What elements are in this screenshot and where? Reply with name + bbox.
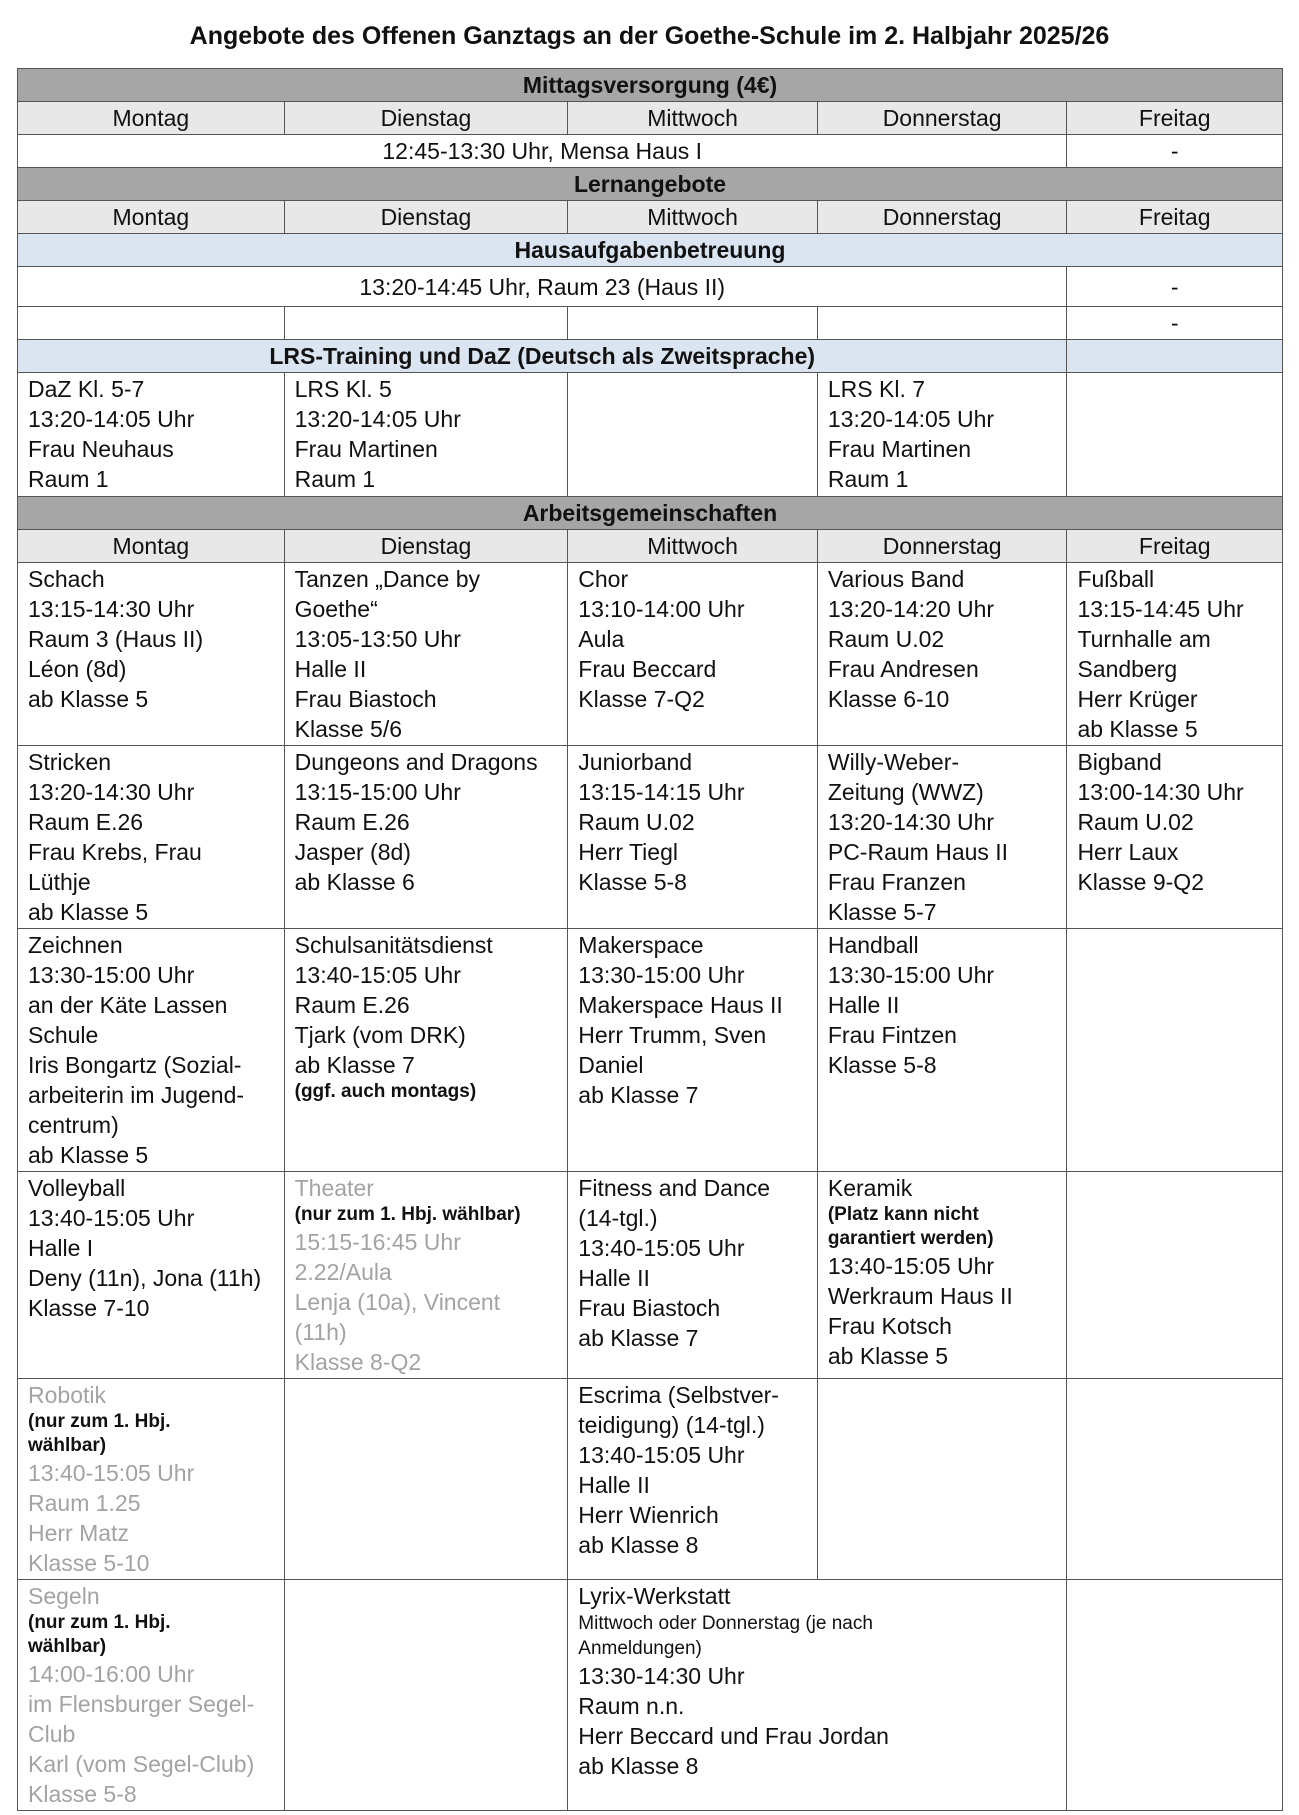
day-header-montag: Montag [18,530,285,563]
hausaufgaben-friday: - [1067,267,1283,307]
empty-cell [1067,1379,1283,1580]
schedule-table [17,68,1283,1811]
empty-cell [1067,1172,1283,1379]
hausaufgaben-row-empty [18,307,1283,340]
ag-cell-makerspace: Makerspace 13:30-15:00 Uhr Makerspace Haus II Herr Trumm, Sven Daniel ab Klasse 7 [568,929,818,1172]
day-header-row [18,201,1283,234]
ag-cell-dungeons: Dungeons and Dragons 13:15-15:00 Uhr Raum E.26 Jasper (8d) ab Klasse 6 [284,746,568,929]
section-row-lern [18,168,1283,201]
empty-cell [568,307,818,340]
ag-cell-lyrix: Lyrix-Werkstatt Mittwoch oder Donnerstag (je nach Anmeldungen) 13:30-14:30 Uhr Raum n.n. Herr Beccard und Frau Jordan ab Klasse 8 [568,1580,1067,1811]
lrs-cell-freitag [1067,373,1283,497]
day-header-row [18,102,1283,135]
section-heading-lern: Lernangebote [18,168,1283,201]
hausaufgaben-time: 13:20-14:45 Uhr, Raum 23 (Haus II) [18,267,1067,307]
section-heading-mittag: Mittagsversorgung (4€) [18,69,1283,102]
subsection-row-lrs [18,340,1283,373]
ag-row [18,929,1283,1172]
section-row-mittag [18,69,1283,102]
ag-cell-fitness-dance: Fitness and Dance (14-tgl.) 13:40-15:05 Uhr Halle II Frau Biastoch ab Klasse 7 [568,1172,818,1379]
ag-row [18,563,1283,746]
lrs-cell-montag: DaZ Kl. 5-7 13:20-14:05 Uhr Frau Neuhaus Raum 1 [18,373,285,497]
hausaufgaben-friday-2: - [1067,307,1283,340]
empty-cell [284,1580,568,1811]
subsection-heading-lrs: LRS-Training und DaZ (Deutsch als Zweitsprache) [18,340,1067,373]
subsection-heading-hausaufgaben: Hausaufgabenbetreuung [18,234,1283,267]
ag-cell-fussball: Fußball 13:15-14:45 Uhr Turnhalle am Sandberg Herr Krüger ab Klasse 5 [1067,563,1283,746]
empty-cell [284,307,568,340]
day-header-mittwoch: Mittwoch [568,530,818,563]
ag-cell-tanzen: Tanzen „Dance by Goethe“ 13:05-13:50 Uhr Halle II Frau Biastoch Klasse 5/6 [284,563,568,746]
ag-cell-wwz: Willy-Weber- Zeitung (WWZ) 13:20-14:30 Uhr PC-Raum Haus II Frau Franzen Klasse 5-7 [817,746,1067,929]
empty-cell [18,307,285,340]
ag-cell-theater: Theater (nur zum 1. Hbj. wählbar) 15:15-16:45 Uhr 2.22/Aula Lenja (10a), Vincent (11h) Klasse 8-Q2 [284,1172,568,1379]
day-header-row [18,530,1283,563]
ag-cell-bigband: Bigband 13:00-14:30 Uhr Raum U.02 Herr Laux Klasse 9-Q2 [1067,746,1283,929]
day-header-freitag: Freitag [1067,102,1283,135]
day-header-freitag: Freitag [1067,530,1283,563]
mittag-row [18,135,1283,168]
empty-cell [817,307,1067,340]
mittag-time: 12:45-13:30 Uhr, Mensa Haus I [18,135,1067,168]
empty-cell [1067,1580,1283,1811]
lrs-cell-dienstag: LRS Kl. 5 13:20-14:05 Uhr Frau Martinen Raum 1 [284,373,568,497]
ag-cell-stricken: Stricken 13:20-14:30 Uhr Raum E.26 Frau Krebs, Frau Lüthje ab Klasse 5 [18,746,285,929]
day-header-donnerstag: Donnerstag [817,530,1067,563]
hausaufgaben-row [18,267,1283,307]
ag-cell-escrima: Escrima (Selbstver- teidigung) (14-tgl.) 13:40-15:05 Uhr Halle II Herr Wienrich ab Klasse 8 [568,1379,818,1580]
ag-cell-zeichnen: Zeichnen 13:30-15:00 Uhr an der Käte Lassen Schule Iris Bongartz (Sozial- arbeiterin im Jugend- centrum) ab Klasse 5 [18,929,285,1172]
ag-cell-volleyball: Volleyball 13:40-15:05 Uhr Halle I Deny (11n), Jona (11h) Klasse 7-10 [18,1172,285,1379]
day-header-dienstag: Dienstag [284,102,568,135]
empty-cell [1067,340,1283,373]
lrs-row [18,373,1283,497]
mittag-friday: - [1067,135,1283,168]
ag-cell-handball: Handball 13:30-15:00 Uhr Halle II Frau Fintzen Klasse 5-8 [817,929,1067,1172]
day-header-donnerstag: Donnerstag [817,102,1067,135]
page-title: Angebote des Offenen Ganztags an der Goethe-Schule im 2. Halbjahr 2025/26 [189,22,1110,50]
ag-cell-schach: Schach 13:15-14:30 Uhr Raum 3 (Haus II) Léon (8d) ab Klasse 5 [18,563,285,746]
day-header-mittwoch: Mittwoch [568,201,818,234]
ag-cell-keramik: Keramik (Platz kann nicht garantiert werden) 13:40-15:05 Uhr Werkraum Haus II Frau Kotsch ab Klasse 5 [817,1172,1067,1379]
ag-cell-segeln: Segeln (nur zum 1. Hbj. wählbar) 14:00-16:00 Uhr im Flensburger Segel- Club Karl (vom Segel-Club) Klasse 5-8 [18,1580,285,1811]
day-header-montag: Montag [18,102,285,135]
ag-row [18,1580,1283,1811]
ag-cell-robotik: Robotik (nur zum 1. Hbj. wählbar) 13:40-15:05 Uhr Raum 1.25 Herr Matz Klasse 5-10 [18,1379,285,1580]
empty-cell [284,1379,568,1580]
day-header-montag: Montag [18,201,285,234]
empty-cell [817,1379,1067,1580]
ag-row [18,746,1283,929]
ag-row [18,1172,1283,1379]
lrs-cell-mittwoch [568,373,818,497]
day-header-dienstag: Dienstag [284,201,568,234]
ag-row [18,1379,1283,1580]
section-heading-ag: Arbeitsgemeinschaften [18,497,1283,530]
day-header-freitag: Freitag [1067,201,1283,234]
lrs-cell-donnerstag: LRS Kl. 7 13:20-14:05 Uhr Frau Martinen Raum 1 [817,373,1067,497]
empty-cell [1067,929,1283,1172]
ag-cell-various-band: Various Band 13:20-14:20 Uhr Raum U.02 Frau Andresen Klasse 6-10 [817,563,1067,746]
ag-cell-schulsanitaetsdienst: Schulsanitätsdienst 13:40-15:05 Uhr Raum E.26 Tjark (vom DRK) ab Klasse 7 (ggf. auch montags) [284,929,568,1172]
day-header-donnerstag: Donnerstag [817,201,1067,234]
ag-cell-juniorband: Juniorband 13:15-14:15 Uhr Raum U.02 Herr Tiegl Klasse 5-8 [568,746,818,929]
day-header-mittwoch: Mittwoch [568,102,818,135]
subsection-row-hausaufgaben [18,234,1283,267]
ag-cell-chor: Chor 13:10-14:00 Uhr Aula Frau Beccard Klasse 7-Q2 [568,563,818,746]
section-row-ag [18,497,1283,530]
day-header-dienstag: Dienstag [284,530,568,563]
